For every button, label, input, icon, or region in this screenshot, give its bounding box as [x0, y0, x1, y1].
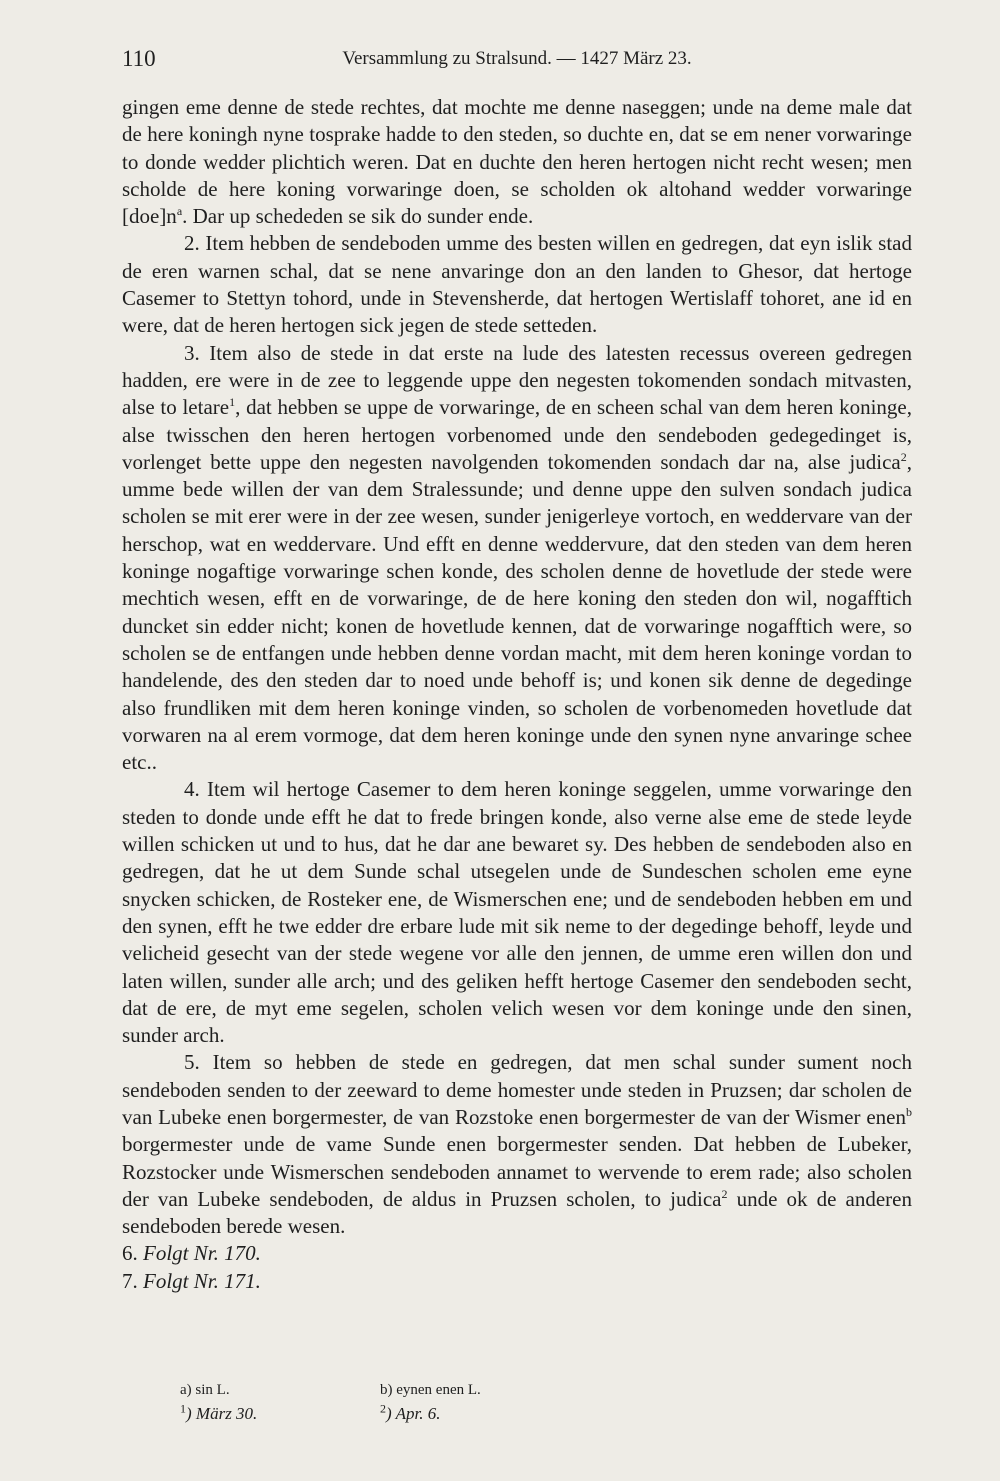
footnote-2 — [380, 1401, 441, 1424]
footnote-marker-b: b — [906, 1104, 912, 1119]
footnote-marker-2-second: 2 — [721, 1186, 728, 1201]
paragraph-intro — [122, 94, 912, 230]
running-head: Versammlung zu Stralsund. — 1427 März 23. — [342, 48, 692, 69]
footnote-1-text: ) März 30. — [186, 1404, 258, 1423]
footnote-row-letters — [180, 1382, 780, 1404]
paragraph-4: 4. Item wil hertoge Casemer to dem heren koninge seggelen, umme vorwaringe den steden to donde unde efft he dat to frede bringen konde, also verne alse eme de stede leyde willen schicken ut und to hus, dat he dar ane bewaret sy. Des hebben de sendeboden also en gedregen, dat he ut dem Sunde schal utsegelen unde de Sundeschen scholen eme eyne snycken schicken, de Rosteker ene, de Wismerschen ene; und de sendeboden hebben em und den synen, efft he twe edder dre erbare lude mit sik neme to der degedinge behoff, leyde und velicheid gesecht van der stede wegene vor alle den jennen, de umme eren willen don und laten willen, sunder alle arch; und des geliken hefft hertoge Casemer den sendeboden secht, dat de ere, de myt eme segelen, scholen velich wesen vor dem koninge unde den sinen, sunder arch. — [122, 777, 912, 1048]
document-body — [122, 94, 912, 1295]
intro-text: gingen eme denne de stede rechtes, dat mochte me denne naseggen; unde na deme male dat de here koningh nyne tosprake hadde to den steden, so duchte en, dat se em nener vorwaringe to donde wedder plichtich weren. Dat en duchte den heren hertogen nicht recht wesen; men scholde de here koning vorwaringe doen, se scholden ok altohand wedder vorwaringe [doe]n — [122, 95, 912, 229]
footnote-1-mark: 1 — [180, 1401, 186, 1416]
p5-part-c: unde ok de anderen sendeboden berede wesen. — [122, 1186, 912, 1239]
paragraph-7 — [122, 1268, 912, 1295]
p3-part-a: 3. Item also de stede in dat erste na lude des latesten recessus overeen gedregen hadden, ere were in de zee to leggende uppe den negesten tokomenden sondach mitvasten, alse to letare — [122, 340, 912, 420]
item-7-number: 7. — [122, 1268, 138, 1293]
footnote-row-numbers — [180, 1401, 780, 1426]
footnote-marker-a: a — [176, 204, 183, 219]
footnotes — [180, 1382, 780, 1426]
footnote-2-text: ) Apr. 6. — [386, 1404, 441, 1423]
footnote-a: a) sin L. — [180, 1382, 230, 1398]
footnote-2-mark: 2 — [380, 1401, 386, 1416]
footnote-marker-1: 1 — [229, 395, 236, 410]
p3-part-c: , umme bede willen der van dem Stralessunde; und denne uppe den sulven sondach judica scholen se mit erer were in der zee wesen, sunder jenigerleye vortoch, en weddervare van der herschop, wat en weddervare. Und efft en denne weddervure, dat den steden van dem heren koninge nogaftige vorwaringe schen konde, des scholen denne de hovetlude der stede were mechtich wesen, efft en de vorwaringe, de de here koning den steden don wil, nogafftich duncket sin edder nicht; konen de hovetlude kennen, dat de vorwaringe nogafftich were, so scholen se de entfangen unde hebben denne vordan macht, mit dem heren koninge vordan to handelende, des den steden dar to noed unde behoff is; und konen sik denne de degedinge also frundliken mit dem heren koninge vinden, so scholen de vorbenomeden hovetlude dat vorwaren na al erem vormoge, dat dem heren koninge unde den synen nyne anvaringe schee etc.. — [122, 449, 912, 775]
p5-part-a: 5. Item so hebben de stede en gedregen, dat men schal sunder sument noch sendeboden senden to der zeeward to deme homester unde steden in Pruzsen; dar scholen de van Lubeke enen borgermester, de van Rozstoke enen borgermester de van der Wismer enen — [122, 1050, 912, 1129]
paragraph-3 — [122, 340, 912, 777]
p3-part-b: , dat hebben se uppe de vorwaringe, de en scheen schal van dem heren koninge, alse twisschen den heren hertogen vorbenomed unde den sendeboden gedegedinget is, vorlenget bette uppe den negesten navolgenden tokomenden sondach dar na, alse judica — [122, 395, 912, 474]
paragraph-6 — [122, 1240, 912, 1267]
paragraph-5 — [122, 1049, 912, 1240]
item-6-number: 6. — [122, 1241, 138, 1266]
page-header — [122, 46, 912, 76]
footnote-1 — [180, 1401, 258, 1424]
item-7-text: Folgt Nr. 171. — [143, 1268, 261, 1293]
footnote-b: b) eynen enen L. — [380, 1382, 481, 1398]
page-number: 110 — [122, 46, 156, 71]
footnote-marker-2: 2 — [900, 449, 907, 464]
p5-part-b: borgermester unde de vame Sunde enen borgermester senden. Dat hebben de Lubeker, Rozstocker unde Wismerschen sendeboden annamet to wervende to erem rade; also scholen der van Lubeke sendeboden, de aldus in Pruzsen scholen, to judica — [122, 1132, 912, 1211]
item-6-text: Folgt Nr. 170. — [143, 1241, 261, 1266]
intro-tail: . Dar up schededen se sik do sunder ende. — [182, 204, 534, 229]
paragraph-2: 2. Item hebben de sendeboden umme des besten willen en gedregen, dat eyn islik stad de eren warnen schal, dat se nene anvaringe don an den landen to Ghesor, dat hertoge Casemer to Stettyn tohord, unde in Stevensherde, dat hertogen Wertislaff tohoret, ane id en were, dat de heren hertogen sick jegen de stede setteden. — [122, 231, 912, 338]
